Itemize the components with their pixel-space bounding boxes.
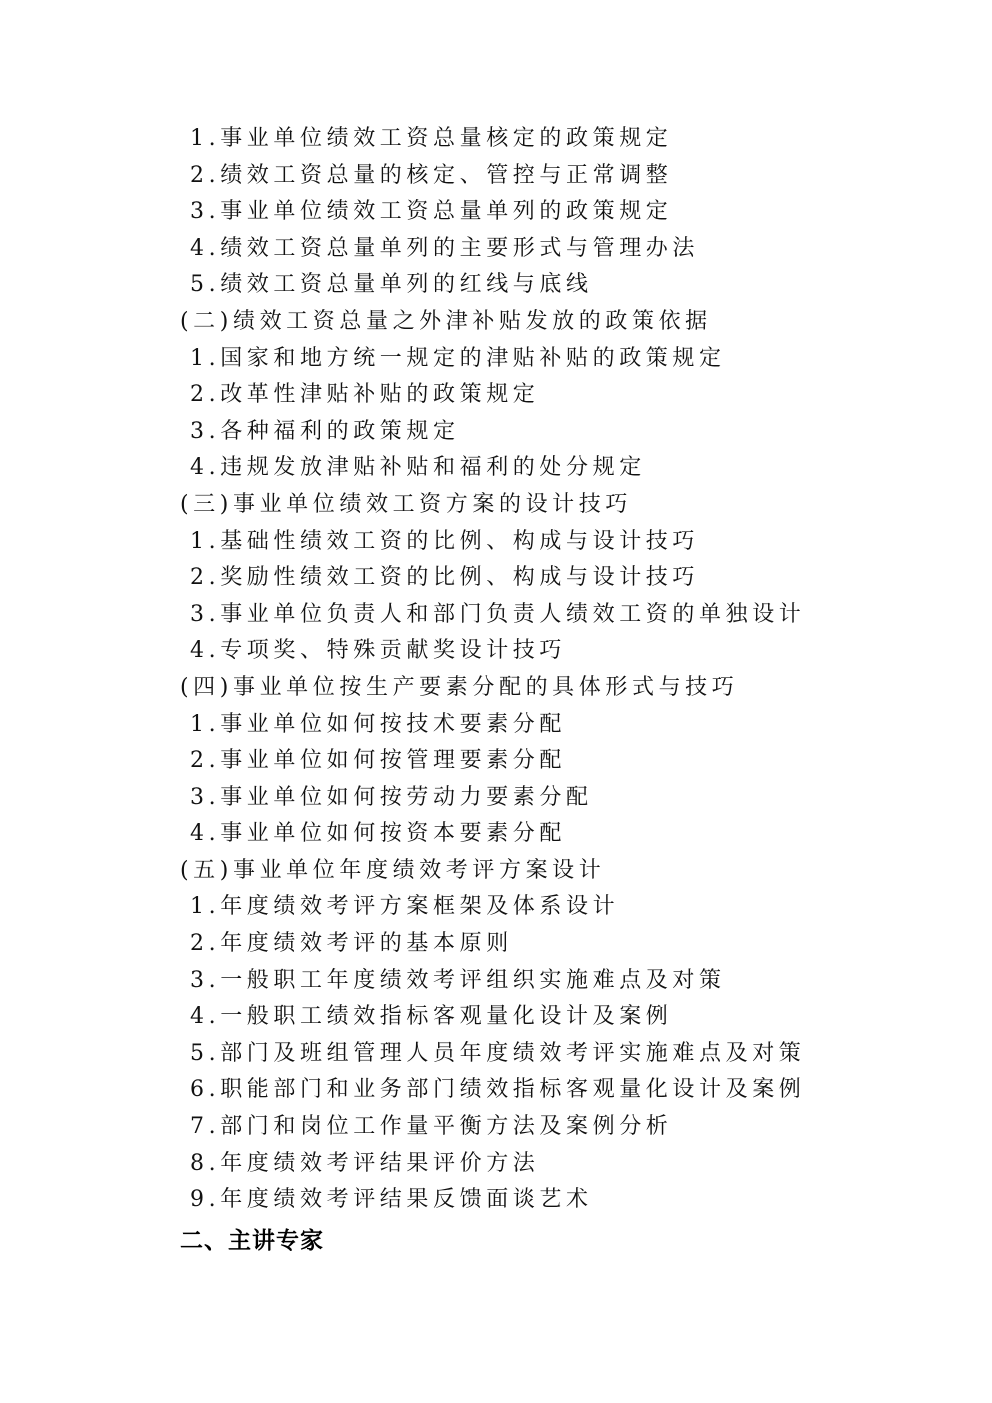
section-title: (四)事业单位按生产要素分配的具体形式与技巧 <box>180 674 739 700</box>
section-heading: 二、主讲专家 <box>180 1227 324 1254</box>
list-item: 2.事业单位如何按管理要素分配 <box>190 748 566 774</box>
list-item: 4.违规发放津贴补贴和福利的处分规定 <box>190 455 646 481</box>
list-item: 5.部门及班组管理人员年度绩效考评实施难点及对策 <box>190 1040 806 1066</box>
list-item: 1.基础性绩效工资的比例、构成与设计技巧 <box>190 528 699 554</box>
list-item: 2.绩效工资总量的核定、管控与正常调整 <box>190 162 673 188</box>
list-item: 2.改革性津贴补贴的政策规定 <box>190 382 540 408</box>
list-item: 3.各种福利的政策规定 <box>190 418 460 444</box>
document-body <box>180 121 820 1259</box>
list-item: 3.事业单位如何按劳动力要素分配 <box>190 784 593 810</box>
list-item: 1.国家和地方统一规定的津贴补贴的政策规定 <box>190 345 726 371</box>
list-item: 3.事业单位负责人和部门负责人绩效工资的单独设计 <box>190 601 806 627</box>
list-item: 5.绩效工资总量单列的红线与底线 <box>190 272 593 298</box>
list-item: 1.事业单位绩效工资总量核定的政策规定 <box>190 126 673 151</box>
list-item: 3.一般职工年度绩效考评组织实施难点及对策 <box>190 967 726 993</box>
list-item: 4.绩效工资总量单列的主要形式与管理办法 <box>190 235 699 261</box>
section-title: (五)事业单位年度绩效考评方案设计 <box>180 857 606 883</box>
section-title: (三)事业单位绩效工资方案的设计技巧 <box>180 491 632 517</box>
list-item: 4.一般职工绩效指标客观量化设计及案例 <box>190 1004 673 1030</box>
list-item: 8.年度绩效考评结果评价方法 <box>190 1150 540 1176</box>
list-item: 2.奖励性绩效工资的比例、构成与设计技巧 <box>190 565 699 591</box>
list-item: 3.事业单位绩效工资总量单列的政策规定 <box>190 199 673 225</box>
list-item: 4.事业单位如何按资本要素分配 <box>190 821 566 847</box>
list-item: 1.事业单位如何按技术要素分配 <box>190 711 566 737</box>
list-item: 9.年度绩效考评结果反馈面谈艺术 <box>190 1187 593 1213</box>
list-item: 6.职能部门和业务部门绩效指标客观量化设计及案例 <box>190 1077 806 1103</box>
list-item: 1.年度绩效考评方案框架及体系设计 <box>190 894 620 920</box>
list-item: 7.部门和岗位工作量平衡方法及案例分析 <box>190 1114 673 1140</box>
list-item: 2.年度绩效考评的基本原则 <box>190 931 513 957</box>
section-title: (二)绩效工资总量之外津补贴发放的政策依据 <box>180 308 712 334</box>
list-item: 4.专项奖、特殊贡献奖设计技巧 <box>190 638 566 664</box>
